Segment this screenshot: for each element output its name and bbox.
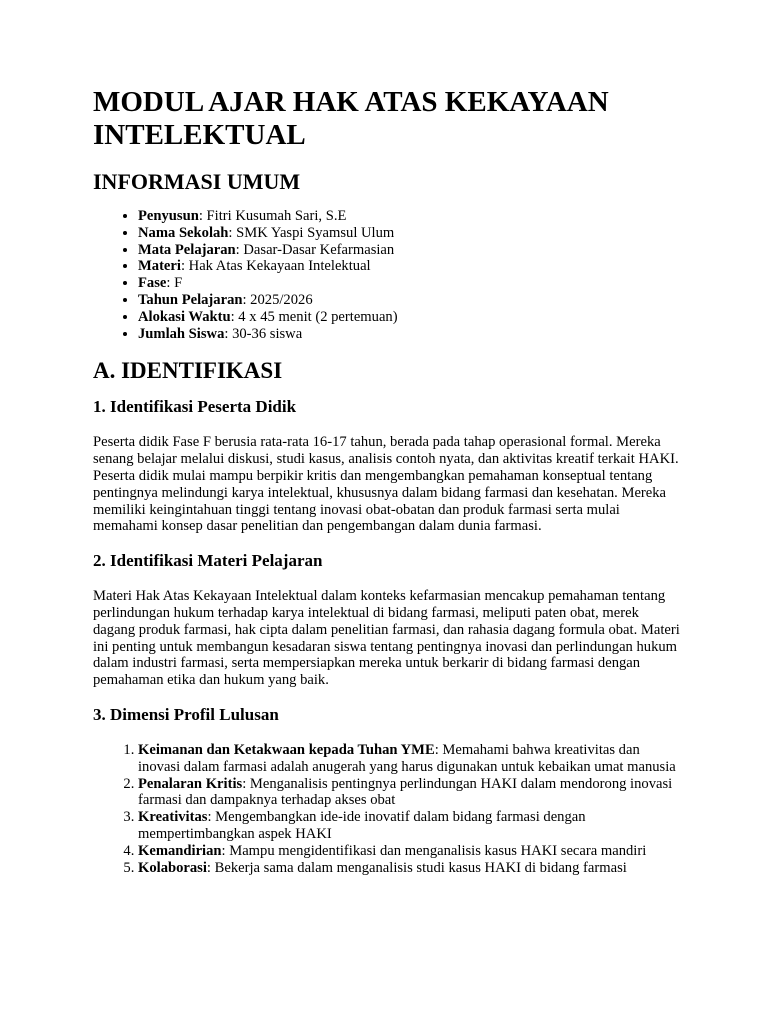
info-item-jumlah-siswa	[138, 326, 683, 343]
info-value: : SMK Yaspi Syamsul Ulum	[228, 224, 395, 241]
info-label: Tahun Pelajaran	[138, 291, 243, 308]
info-item-tahun-pelajaran	[138, 292, 683, 309]
profile-item-kreativitas	[138, 809, 683, 843]
profile-value: : Mampu mengidentifikasi dan menganalisis kasus HAKI secara mandiri	[221, 842, 647, 859]
document-page	[93, 86, 683, 876]
profile-value: : Memahami bahwa kreativitas dan inovasi dalam farmasi adalah anugerah yang harus digunakan untuk kebaikan umat manusia	[138, 741, 676, 775]
profile-value: : Menganalisis pentingnya perlindungan HAKI dalam mendorong inovasi farmasi dan dampaknya terhadap akses obat	[138, 775, 673, 809]
profile-value: : Bekerja sama dalam menganalisis studi kasus HAKI di bidang farmasi	[206, 859, 627, 876]
info-heading: INFORMASI UMUM	[93, 169, 301, 194]
profile-label: Kolaborasi	[138, 859, 207, 876]
profile-label: Kemandirian	[138, 842, 222, 859]
info-value: : Dasar-Dasar Kefarmasian	[235, 241, 395, 258]
info-value: : 2025/2026	[242, 291, 313, 308]
sub1-paragraph: Peserta didik Fase F berusia rata-rata 16-17 tahun, berada pada tahap operasional formal. Mereka senang belajar melalui diskusi, studi kasus, analisis contoh nyata, dan aktivitas kreatif terkait HAKI. Peserta didik mulai mampu berpikir kritis dan mengembangkan pemahaman konseptual tentang pentingnya melindungi karya intelektual, khususnya dalam bidang farmasi dan kesehatan. Mereka memiliki keingintahuan tinggi tentang inovasi obat-obatan dan produk farmasi serta mulai memahami konsep dasar penelitian dan pengembangan dalam dunia farmasi.	[93, 434, 679, 535]
info-label: Materi	[138, 258, 181, 275]
sub3-heading: 3. Dimensi Profil Lulusan	[93, 704, 279, 724]
info-value: : 30-36 siswa	[224, 325, 303, 342]
sub2-heading: 2. Identifikasi Materi Pelajaran	[93, 551, 323, 571]
info-item-mata-pelajaran	[138, 242, 683, 259]
info-value: : 4 x 45 menit (2 pertemuan)	[230, 308, 398, 325]
profile-item-kolaborasi	[138, 860, 683, 877]
profile-value: : Mengembangkan ide-ide inovatif dalam bidang farmasi dengan mempertimbangkan aspek HAKI	[138, 809, 586, 842]
info-item-nama-sekolah	[138, 225, 683, 242]
info-label: Fase	[138, 275, 167, 292]
profile-item-keimanan	[138, 742, 683, 776]
profile-label: Penalaran Kritis	[138, 775, 243, 792]
info-list	[93, 208, 683, 342]
info-value: : Fitri Kusumah Sari, S.E	[198, 208, 347, 224]
info-value: : Hak Atas Kekayaan Intelektual	[180, 258, 371, 275]
info-label: Penyusun	[138, 208, 199, 224]
info-item-alokasi-waktu	[138, 309, 683, 326]
info-label: Jumlah Siswa	[138, 325, 225, 342]
profile-list	[93, 742, 683, 876]
section-a-heading: A. IDENTIFIKASI	[93, 358, 283, 384]
profile-item-kemandirian	[138, 843, 683, 860]
info-value: : F	[166, 275, 183, 292]
sub2-paragraph: Materi Hak Atas Kekayaan Intelektual dalam konteks kefarmasian mencakup pemahaman tentang perlindungan hukum terhadap karya intelektual di bidang farmasi, meliputi paten obat, merek dagang produk farmasi, hak cipta dalam penelitian farmasi, dan rahasia dagang formula obat. Materi ini penting untuk membangun kesadaran siswa tentang pentingnya inovasi dan perlindungan hukum dalam industri farmasi, serta mempersiapkan mereka untuk berkarir di bidang farmasi dengan pemahaman etika dan hukum yang baik.	[93, 588, 680, 689]
info-item-penyusun	[138, 208, 683, 225]
profile-label: Kreativitas	[138, 809, 208, 826]
info-item-materi	[138, 258, 683, 275]
document-title: MODUL AJAR HAK ATAS KEKAYAAN INTELEKTUAL	[93, 86, 609, 151]
info-label: Nama Sekolah	[138, 224, 229, 241]
info-label: Mata Pelajaran	[138, 241, 236, 258]
info-label: Alokasi Waktu	[138, 308, 231, 325]
profile-label: Keimanan dan Ketakwaan kepada Tuhan YME	[138, 741, 435, 758]
info-item-fase	[138, 275, 683, 292]
profile-item-penalaran	[138, 776, 683, 810]
sub1-heading: 1. Identifikasi Peserta Didik	[93, 397, 297, 417]
